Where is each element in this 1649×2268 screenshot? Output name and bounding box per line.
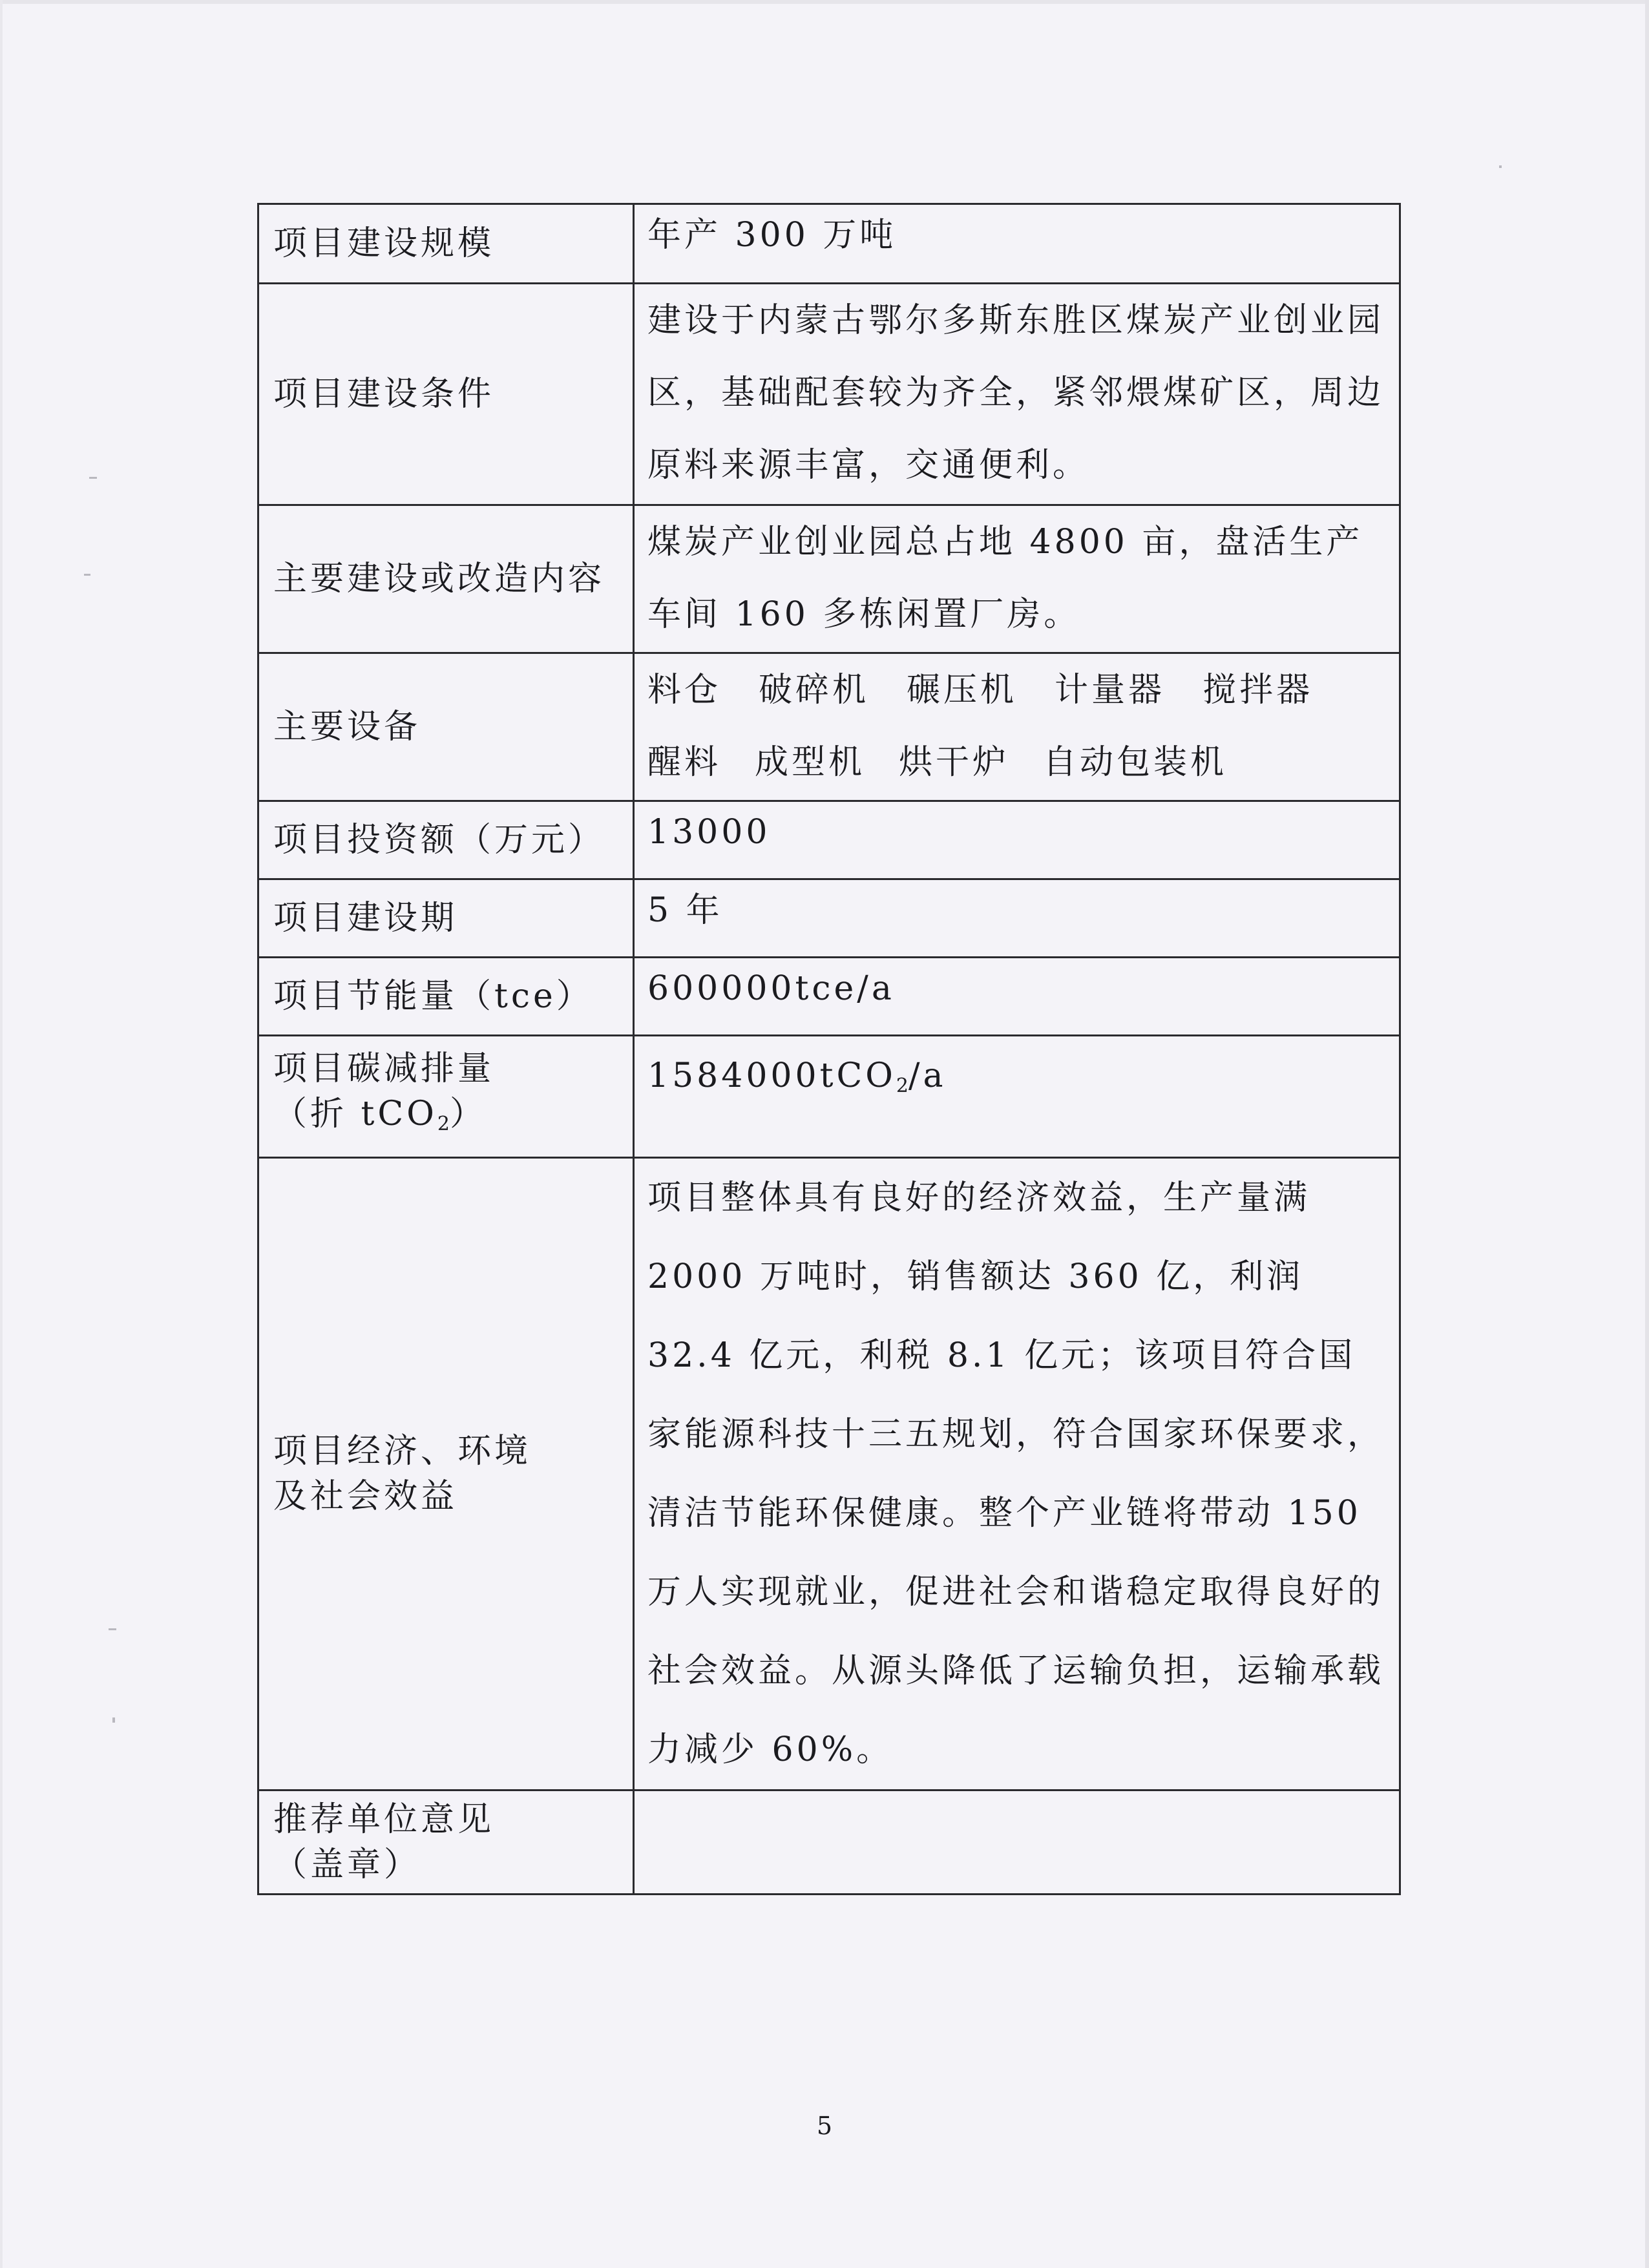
table-row: [258, 1036, 1400, 1158]
table-row: [258, 284, 1400, 505]
row-label: 主要设备: [258, 653, 634, 801]
project-info-table: [257, 203, 1401, 1895]
equipment-item: 成型机: [755, 743, 866, 782]
row-value: 煤炭产业创业园总占地 4800 亩，盘活生产车间 160 多栋闲置厂房。: [634, 505, 1400, 653]
label-line: 及社会效益: [273, 1477, 458, 1516]
page-edge-top: [0, 0, 1649, 4]
row-value: 600000tce/a: [634, 958, 1400, 1036]
subscript: 2: [437, 1113, 450, 1135]
label-line: 项目经济、环境: [273, 1432, 532, 1471]
row-value: 5 年: [634, 879, 1400, 958]
opinion-value-empty: [634, 1790, 1400, 1895]
row-value: 年产 300 万吨: [634, 204, 1400, 284]
scan-speck: [109, 1628, 116, 1630]
page-edge-right: [1645, 0, 1649, 2268]
equipment-item: 搅拌器: [1203, 671, 1314, 709]
row-label: 项目建设条件: [258, 284, 634, 505]
value-text: 1584000tCO: [647, 1056, 896, 1095]
row-value: 项目整体具有良好的经济效益，生产量满 2000 万吨时，销售额达 360 亿，利润 32.4 亿元，利税 8.1 亿元；该项目符合国家能源科技十三五规划，符合国家环保要求，清洁节能环保健康。整个产业链将带动 150 万人实现就业，促进社会和谐稳定取得良好的社会效益。从源头降低了运输负担，运输承载力减少 60%。: [634, 1158, 1400, 1790]
row-label: 项目节能量（tce）: [258, 958, 634, 1036]
label-text: ）: [449, 1095, 487, 1133]
equipment-item: 醒料: [647, 743, 722, 782]
row-label: 项目投资额（万元）: [258, 801, 634, 879]
equipment-item: 碾压机: [907, 671, 1018, 709]
table-row: [258, 879, 1400, 958]
table-row: [258, 801, 1400, 879]
table-row: [258, 1790, 1400, 1895]
label-line: 项目碳减排量: [273, 1049, 495, 1088]
table-row: [258, 505, 1400, 653]
table-row: [258, 958, 1400, 1036]
row-label: 项目建设期: [258, 879, 634, 958]
equipment-item: 料仓: [647, 671, 722, 709]
scan-speck: [89, 477, 97, 479]
scan-speck: [84, 574, 90, 576]
equipment-item: 计量器: [1055, 671, 1166, 709]
value-text: /a: [909, 1056, 947, 1095]
row-value: 13000: [634, 801, 1400, 879]
label-text: （折 tCO: [273, 1095, 437, 1133]
subscript: 2: [896, 1075, 909, 1097]
row-label: 主要建设或改造内容: [258, 505, 634, 653]
row-value: 建设于内蒙古鄂尔多斯东胜区煤炭产业创业园区，基础配套较为齐全，紧邻煨煤矿区，周边原料来源丰富，交通便利。: [634, 284, 1400, 505]
equipment-line: [647, 654, 1390, 726]
page-edge-left: [0, 0, 3, 2268]
page-number: 5: [816, 2112, 833, 2140]
table-row: [258, 653, 1400, 801]
row-label: [258, 1036, 634, 1158]
label-line: （盖章）: [273, 1845, 421, 1884]
row-label: [258, 1790, 634, 1895]
scan-speck: [112, 1717, 115, 1723]
row-value: [634, 1036, 1400, 1158]
equipment-item: 烘干炉: [899, 743, 1010, 782]
table-row: [258, 1158, 1400, 1790]
equipment-list: [634, 653, 1400, 801]
label-line: 推荐单位意见: [273, 1800, 495, 1839]
table-row: [258, 204, 1400, 284]
label-line: [273, 1091, 633, 1147]
row-label: [258, 1158, 634, 1790]
equipment-line: [647, 726, 1390, 799]
equipment-item: 破碎机: [759, 671, 870, 709]
equipment-item: 自动包装机: [1043, 743, 1228, 782]
row-label: 项目建设规模: [258, 204, 634, 284]
scan-speck: [1499, 165, 1502, 168]
